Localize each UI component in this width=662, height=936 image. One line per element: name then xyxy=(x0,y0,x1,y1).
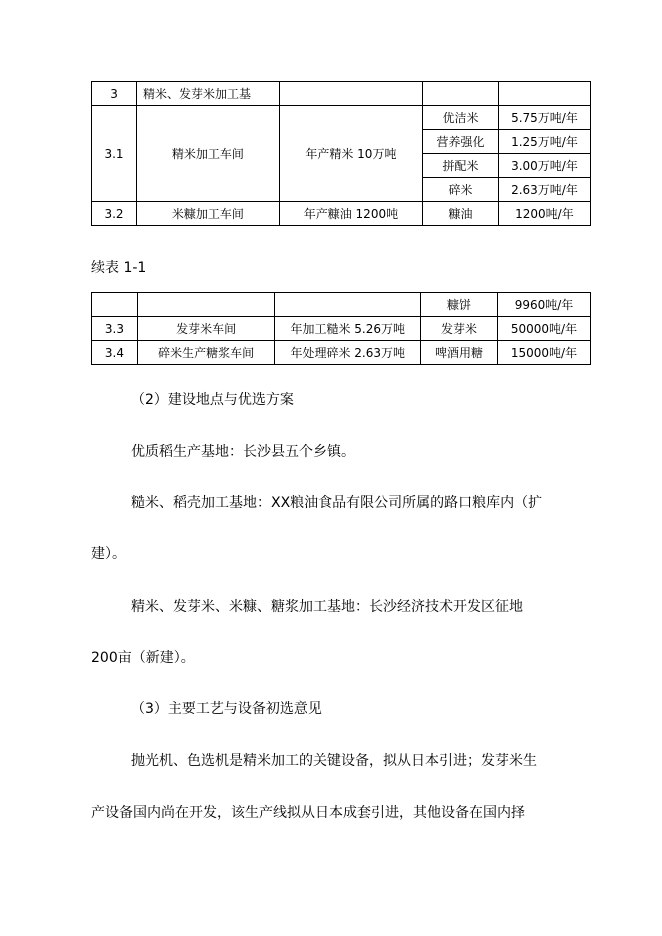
section-heading: （3）主要工艺与设备初选意见 xyxy=(131,701,322,717)
item-capacity: 年处理碎米 2.63万吨 xyxy=(275,341,421,365)
item-capacity xyxy=(279,82,422,106)
item-product: 啤酒用糖 xyxy=(421,341,498,365)
table-row xyxy=(92,106,591,130)
item-name: 碎米生产糖浆车间 xyxy=(137,341,274,365)
item-name: 精米、发芽米加工基 xyxy=(137,82,280,106)
table-row xyxy=(92,317,591,341)
item-product: 拼配米 xyxy=(423,154,499,178)
item-output: 9960吨/年 xyxy=(497,293,590,317)
item-no: 3 xyxy=(92,82,137,106)
table-row xyxy=(92,293,591,317)
table-row xyxy=(92,82,591,106)
paragraph: 建）。 xyxy=(91,546,126,562)
production-table xyxy=(91,81,591,226)
production-table-continued xyxy=(91,292,591,365)
table-row xyxy=(92,202,591,226)
item-name: 精米加工车间 xyxy=(137,106,280,202)
item-capacity xyxy=(275,293,421,317)
item-output: 3.00万吨/年 xyxy=(498,154,590,178)
item-output: 50000吨/年 xyxy=(497,317,590,341)
paragraph: 产设备国内尚在开发，该生产线拟从日本成套引进，其他设备在国内择 xyxy=(91,805,525,821)
item-output: 1.25万吨/年 xyxy=(498,130,590,154)
paragraph: 抛光机、色选机是精米加工的关键设备，拟从日本引进；发芽米生 xyxy=(131,753,537,769)
item-name: 发芽米车间 xyxy=(137,317,274,341)
item-product: 碎米 xyxy=(423,178,499,202)
item-no xyxy=(92,293,138,317)
item-output: 5.75万吨/年 xyxy=(498,106,590,130)
item-no: 3.4 xyxy=(92,341,138,365)
item-product: 营养强化 xyxy=(423,130,499,154)
paragraph: 优质稻生产基地：长沙县五个乡镇。 xyxy=(131,444,355,460)
item-output: 2.63万吨/年 xyxy=(498,178,590,202)
item-output xyxy=(498,82,590,106)
item-no: 3.2 xyxy=(92,202,137,226)
continued-table-label: 续表 1-1 xyxy=(91,260,147,276)
item-capacity: 年加工糙米 5.26万吨 xyxy=(275,317,421,341)
paragraph: 200亩（新建）。 xyxy=(91,650,195,666)
item-capacity: 年产精米 10万吨 xyxy=(279,106,422,202)
item-output: 15000吨/年 xyxy=(497,341,590,365)
table-row xyxy=(92,341,591,365)
item-no: 3.3 xyxy=(92,317,138,341)
item-output: 1200吨/年 xyxy=(498,202,590,226)
section-heading: （2）建设地点与优选方案 xyxy=(131,392,294,408)
item-product: 发芽米 xyxy=(421,317,498,341)
item-capacity: 年产糠油 1200吨 xyxy=(279,202,422,226)
item-product: 糠饼 xyxy=(421,293,498,317)
item-product xyxy=(423,82,499,106)
item-product: 糠油 xyxy=(423,202,499,226)
item-no: 3.1 xyxy=(92,106,137,202)
paragraph: 糙米、稻壳加工基地：XX粮油食品有限公司所属的路口粮库内（扩 xyxy=(131,495,543,511)
paragraph: 精米、发芽米、米糠、糖浆加工基地：长沙经济技术开发区征地 xyxy=(131,599,523,615)
item-product: 优洁米 xyxy=(423,106,499,130)
item-name xyxy=(137,293,274,317)
item-name: 米糠加工车间 xyxy=(137,202,280,226)
